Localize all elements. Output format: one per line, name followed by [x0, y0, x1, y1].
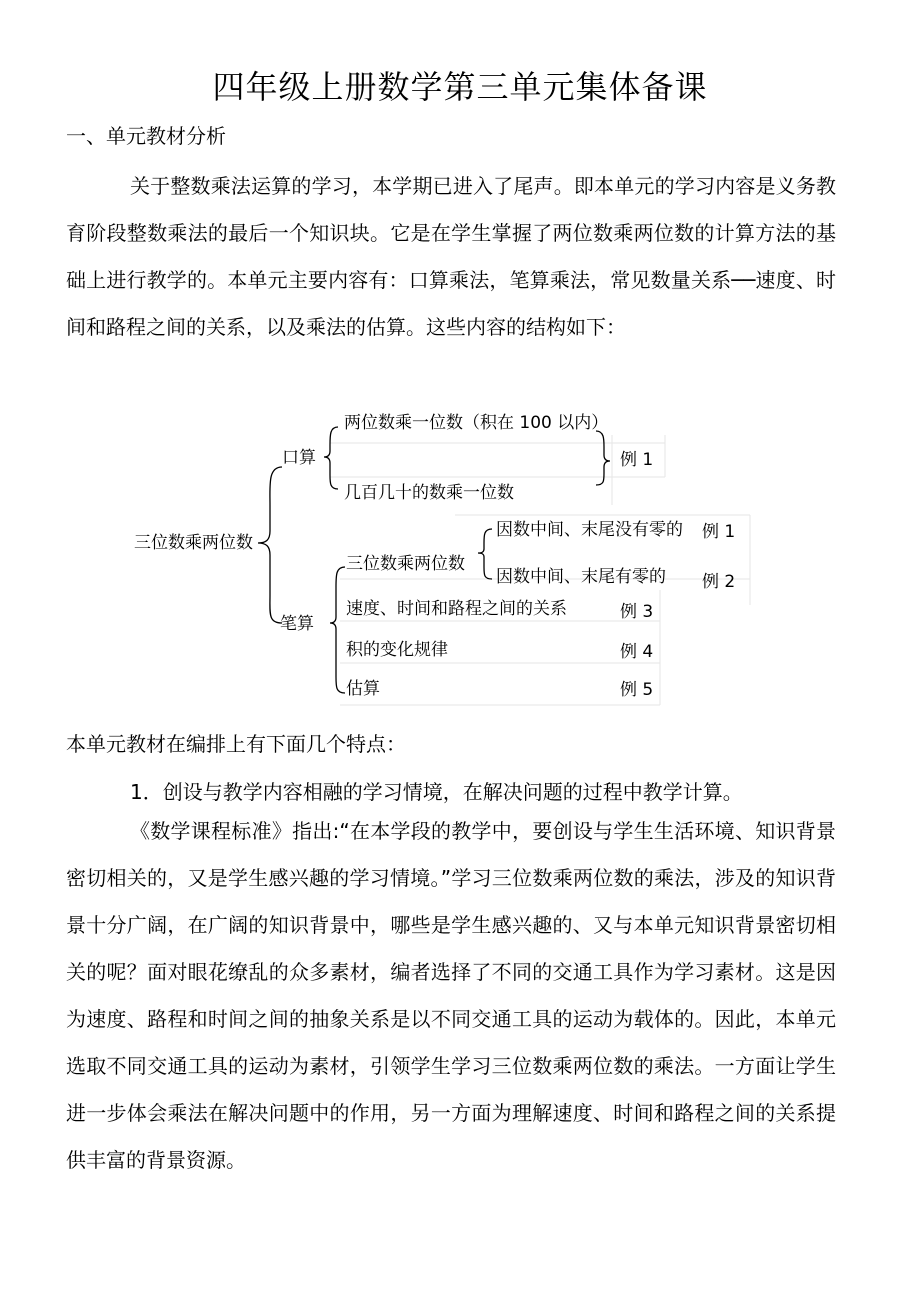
oral-example: 例 1 — [620, 450, 654, 470]
intro-paragraph: 关于整数乘法运算的学习，本学期已进入了尾声。即本单元的学习内容是义务教育阶段整数乘法的最后一个知识块。它是在学生掌握了两位数乘两位数的计算方法的基础上进行教学的。本单元主要内容有：口算乘法，笔算乘法，常见数量关系──速度、时间和路程之间的关系，以及乘法的估算。这些内容的结构如下： — [66, 174, 836, 339]
written-example3: 例 3 — [620, 602, 654, 622]
written-example2: 例 2 — [702, 572, 736, 592]
page-title: 四年级上册数学第三单元集体备课 — [212, 68, 708, 106]
written-brace — [330, 567, 345, 693]
written-item1: 三位数乘两位数 — [346, 554, 465, 574]
features-intro: 本单元教材在编排上有下面几个特点： — [66, 732, 406, 756]
root-brace — [258, 467, 282, 623]
diagram-written: 笔算 — [280, 614, 314, 634]
feature-1-heading: 1．创设与教学内容相融的学习情境，在解决问题的过程中教学计算。 — [130, 780, 743, 804]
feature-1-body: 《数学课程标准》指出:“在本学段的教学中，要创设与学生生活环境、知识背景密切相关的，又是学生感兴趣的学习情境。”学习三位数乘两位数的乘法，涉及的知识背景十分广阔，在广阔的知识背景中，哪些是学生感兴趣的、又与本单元知识背景密切相关的呢？面对眼花缭乱的众多素材，编者选择了不同的交通工具作为学习素材。这是因为速度、路程和时间之间的抽象关系是以不同交通工具的运动为载体的。因此，本单元选取不同交通工具的运动为素材，引领学生学习三位数乘两位数的乘法。一方面让学生进一步体会乘法在解决问题中的作用，另一方面为理解速度、时间和路程之间的关系提供丰富的背景资源。 — [66, 819, 836, 1172]
written-example4: 例 4 — [620, 642, 654, 662]
oral-item1: 两位数乘一位数（积在 100 以内） — [344, 413, 609, 433]
written-example5: 例 5 — [620, 680, 654, 700]
item1-sub2: 因数中间、末尾有零的 — [496, 567, 666, 587]
structure-diagram — [0, 395, 920, 715]
written-item3: 积的变化规律 — [346, 640, 448, 660]
diagram-oral: 口算 — [282, 448, 316, 468]
written-item4: 估算 — [346, 679, 380, 699]
item1-sub1: 因数中间、末尾没有零的 — [496, 520, 683, 540]
section-heading: 一、单元教材分析 — [66, 124, 226, 148]
item1-brace — [478, 529, 492, 579]
diagram-root: 三位数乘两位数 — [134, 533, 253, 553]
written-item2: 速度、时间和路程之间的关系 — [346, 599, 567, 619]
written-example1: 例 1 — [702, 522, 736, 542]
oral-brace — [324, 427, 338, 489]
oral-item2: 几百几十的数乘一位数 — [344, 483, 514, 503]
